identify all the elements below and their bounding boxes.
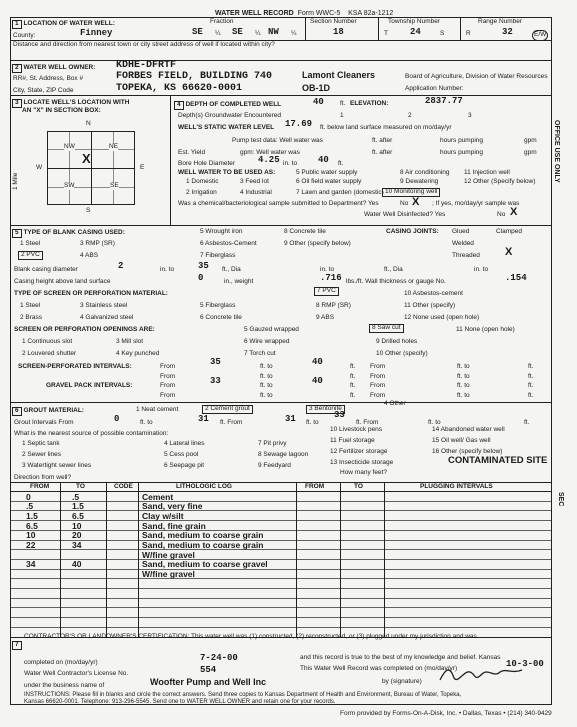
quarter-mark: ¼: [291, 30, 297, 37]
grout1-from: 0: [114, 414, 120, 424]
ft-to: ft. to: [260, 392, 273, 399]
completed-label: completed on (mo/day/yr): [24, 659, 98, 666]
screen-other: 11 Other (specify): [404, 302, 456, 309]
log-header-from: FROM: [30, 483, 50, 490]
ft-dia: ft., Dia: [222, 266, 241, 273]
src-feedyard: 9 Feedyard: [258, 462, 291, 469]
elevation-value: 2837.77: [425, 96, 463, 106]
open-continuous: 1 Continuous slot: [22, 338, 73, 345]
gw-1: 1: [340, 112, 344, 119]
disinfected-label: Water Well Disinfected? Yes: [364, 211, 446, 218]
log-from: 1.5: [26, 510, 38, 521]
township-number: 24: [410, 27, 421, 37]
howmany-label: How many feet?: [340, 469, 387, 476]
owner-city: TOPEKA, KS 66620-0001: [116, 83, 243, 94]
township-prefix: T: [384, 30, 388, 37]
sample-no: No: [400, 200, 409, 207]
src-other: 16 Other (specify below): [432, 448, 503, 455]
gravel-intervals-label: GRAVEL PACK INTERVALS:: [46, 382, 133, 389]
quadrant-sw: SW: [64, 182, 75, 189]
instructions: INSTRUCTIONS: Please fill in blanks and circle the correct answers. Send three copies to Kansas Department of Health and Environment, Bureau of Water, Topeka,: [24, 692, 462, 698]
screen-label: TYPE OF SCREEN OR PERFORATION MATERIAL:: [14, 290, 168, 297]
ft-to: ft. to: [260, 373, 273, 380]
height-label: Casing height above land surface: [14, 278, 111, 285]
section-3-label: 3 LOCATE WELL'S LOCATION WITH: [12, 99, 129, 108]
open-drilled: 9 Drilled holes: [376, 338, 418, 345]
log-row: [20, 521, 540, 531]
sample-no-mark: X: [412, 196, 420, 208]
screen-fiberglass: 5 Fiberglass: [200, 302, 236, 309]
open-none: 11 None (open hole): [456, 326, 515, 333]
log-to: 40: [72, 559, 82, 570]
form-title: WATER WELL RECORD Form WWC-5 KSA 82a-1212: [215, 10, 394, 17]
section-3-label-2: AN "X" IN SECTION BOX:: [22, 107, 101, 114]
src-privy: 7 Pit privy: [258, 440, 287, 447]
plug-header-intervals: PLUGGING INTERVALS: [420, 483, 493, 490]
after-label: ft. after: [372, 149, 393, 156]
compass-n: N: [86, 120, 91, 127]
log-row: [20, 530, 540, 540]
ft-dia: ft., Dia: [384, 266, 403, 273]
height-value: 0: [198, 273, 204, 283]
quarter-2: SE: [232, 27, 243, 37]
grout2-to: 33: [334, 410, 345, 420]
open-key: 4 Key punched: [116, 350, 160, 357]
gravel-from: 33: [210, 376, 221, 386]
county-value: Finney: [80, 28, 113, 38]
log-lithology: Clay w/silt: [142, 510, 184, 521]
log-lithology: Sand, very fine: [142, 501, 203, 512]
depth-value: 40: [313, 97, 324, 107]
log-lithology: Sand, medium to coarse grain: [142, 530, 264, 541]
business-label: under the business name of: [24, 682, 105, 689]
src-fertilizer: 12 Fertilizer storage: [330, 448, 388, 455]
screen-pvc: 7 PVC: [314, 287, 339, 296]
record-date: 10-3-00: [506, 659, 544, 669]
log-row-line: [10, 598, 552, 599]
log-lithology: Sand, fine grain: [142, 520, 206, 531]
log-row-line: [10, 607, 552, 608]
use-8: 8 Air conditioning: [400, 169, 450, 176]
bore-to-value: 40: [318, 155, 329, 165]
screen-galvanized: 4 Galvanized steel: [80, 314, 134, 321]
threaded-mark: X: [505, 246, 513, 258]
log-row: [20, 559, 540, 569]
yield-gpm: gpm: Well water was: [240, 149, 300, 156]
static-tail: ft. below land surface measured on mo/day/yr: [320, 124, 452, 131]
section-1-label: 1 LOCATION OF WATER WELL:: [12, 20, 115, 29]
city-label: City, State, ZIP Code: [13, 87, 74, 94]
completed-date: 7-24-00: [200, 653, 238, 663]
disinfected-no: No: [497, 211, 506, 218]
section-5-label: 5 TYPE OF BLANK CASING USED:: [12, 229, 125, 238]
section-7-label: 7: [12, 641, 22, 650]
casing-steel: 1 Steel: [20, 240, 41, 247]
open-mill: 3 Mill slot: [116, 338, 144, 345]
log-header-to: TO: [76, 483, 85, 490]
pump-label: Pump test data: Well water was: [232, 137, 323, 144]
log-lithology: W/fine gravel: [142, 569, 195, 580]
joint-clamped: Clamped: [496, 228, 523, 235]
sample-tail: ; If yes, mo/day/yr sample was: [432, 200, 520, 207]
use-1: 1 Domestic: [186, 178, 219, 185]
casing-concrete: 8 Concrete tile: [284, 228, 326, 235]
groundwater-label: Depth(s) Groundwater Encountered: [178, 112, 281, 119]
quarter-mark: ¼: [215, 30, 221, 37]
sec-label: SEC: [557, 492, 564, 507]
in-to: in. to: [283, 160, 298, 167]
bore-value: 4.25: [258, 155, 280, 165]
from-label: From: [160, 382, 176, 389]
use-12: 12 Other (Specify below): [464, 178, 536, 185]
use-label: WELL WATER TO BE USED AS:: [178, 169, 276, 176]
cert-text: CONTRACTOR'S OR LANDOWNER'S CERTIFICATION: This water well was (1) constructed, (2) reconstructed, or (3) plugged under my jurisdiction and was: [24, 633, 477, 640]
from-label: From: [160, 363, 176, 370]
log-from: 10: [26, 530, 36, 541]
use-5: 5 Public water supply: [296, 169, 358, 176]
owner-address: FORBES FIELD, BUILDING 740: [116, 71, 273, 82]
src-lateral: 4 Lateral lines: [164, 440, 205, 447]
log-from: 6.5: [26, 520, 38, 531]
from-label: From: [160, 392, 176, 399]
log-row-line: [10, 588, 552, 589]
src-sewer: 2 Sewer lines: [22, 451, 62, 458]
log-to: 6.5: [72, 510, 84, 521]
src-cess: 5 Cess pool: [164, 451, 199, 458]
joint-threaded: Threaded: [452, 252, 480, 259]
joint-welded: Welded: [452, 240, 474, 247]
screen-stainless: 3 Stainless steel: [80, 302, 128, 309]
joint-glued: Glued: [452, 228, 470, 235]
diameter-value: 2: [118, 261, 124, 271]
ft-unit: ft.: [528, 392, 534, 399]
grout1-to: 31: [198, 414, 209, 424]
log-to: .5: [72, 491, 80, 502]
casing-abs: 4 ABS: [80, 252, 99, 259]
board-label: Board of Agriculture, Division of Water Resources: [405, 73, 548, 80]
range-label: Range Number: [478, 18, 523, 25]
ft-to: ft. to: [306, 419, 319, 426]
src-livestock: 10 Livestock pens: [330, 426, 383, 433]
diameter-to: 35: [198, 261, 209, 271]
log-to: 1.5: [72, 501, 84, 512]
wall-value: .154: [505, 273, 527, 283]
screen-asbestos: 10 Asbestos-cement: [404, 290, 463, 297]
plug-header-to: TO: [354, 483, 363, 490]
section-2-label: 2 WATER WELL OWNER:: [12, 64, 95, 73]
true-text: and this record is true to the best of my knowledge and belief. Kansas: [300, 654, 501, 661]
screen-rmp: 8 RMP (SR): [316, 302, 351, 309]
casing-rmp: 3 RMP (SR): [80, 240, 115, 247]
log-row: [20, 569, 540, 579]
log-from: 22: [26, 540, 36, 550]
ft-to: ft. to: [457, 363, 470, 370]
business-name: Woofter Pump and Well Inc: [150, 677, 267, 687]
use-6: 6 Oil field water supply: [296, 178, 362, 185]
gw-2: 2: [408, 112, 412, 119]
log-row: [20, 550, 540, 560]
screen-intervals-label: SCREEN-PERFORATED INTERVALS:: [18, 363, 132, 370]
from-label: From: [370, 382, 386, 389]
ft-to: ft. to: [457, 392, 470, 399]
gpm-label: gpm: [524, 149, 537, 156]
ft-unit: ft.: [528, 363, 534, 370]
form-frame: [10, 17, 552, 705]
log-row-line: [10, 617, 552, 618]
in-to: in. to: [320, 266, 335, 273]
license-number: 554: [200, 665, 217, 675]
plug-header-from: FROM: [305, 483, 325, 490]
grout-neat: 1 Neat cement: [136, 406, 179, 413]
casing-asbestos: 6 Asbestos-Cement: [200, 240, 257, 247]
casing-joints-label: CASING JOINTS:: [386, 228, 439, 235]
disinfected-no-mark: X: [510, 206, 518, 218]
grout-cement: 2 Cement grout: [202, 405, 253, 414]
grout-intervals-label: Grout Intervals From: [14, 419, 74, 426]
county-label: County:: [13, 32, 36, 39]
direction-label: Direction from well?: [14, 474, 72, 481]
log-header-code: CODE: [114, 483, 133, 490]
ft-to: ft. to: [260, 382, 273, 389]
mile-label: 1 Mile: [12, 172, 19, 190]
bore-label: Bore Hole Diameter: [178, 160, 236, 167]
log-row-line: [10, 627, 552, 628]
signature-label: by (signature): [382, 678, 422, 685]
quarter-mark: ¼: [255, 30, 261, 37]
log-lithology: Sand, medium to coarse grain: [142, 540, 264, 550]
src-insecticide: 13 Insecticide storage: [330, 459, 394, 466]
src-watertight: 3 Watertight sewer lines: [22, 462, 92, 469]
well-location-mark: X: [82, 151, 91, 166]
instructions-2: Kansas 66620-0001. Telephone: 913-296-5545. Send one to WATER WELL OWNER and retain one for your records.: [24, 699, 336, 705]
from-label: From: [370, 363, 386, 370]
distance-label: Distance and direction from nearest town or city street address of well if located within city?: [13, 41, 275, 48]
screen-concrete: 6 Concrete tile: [200, 314, 242, 321]
grout2-from: 31: [285, 414, 296, 424]
after-label: ft. after: [372, 137, 393, 144]
from-label: From: [160, 373, 176, 380]
open-louvered: 2 Louvered shutter: [22, 350, 77, 357]
record-label: This Water Well Record was completed on (mo/day/yr): [300, 665, 458, 672]
compass-s: S: [86, 207, 91, 214]
diameter-label: Blank casing diameter: [14, 266, 78, 273]
open-wire: 6 Wire wrapped: [244, 338, 290, 345]
log-lithology: Cement: [142, 491, 174, 502]
township-label: Township Number: [388, 18, 441, 25]
ft-to: ft. to: [260, 363, 273, 370]
range-direction: E/W: [532, 30, 548, 41]
log-row: [20, 501, 540, 511]
quadrant-se: SE: [110, 182, 119, 189]
yield-label: Est. Yield: [178, 149, 206, 156]
hours-label: hours pumping: [440, 137, 483, 144]
contaminated-site: CONTAMINATED SITE: [448, 455, 548, 466]
ft-unit: ft.: [528, 382, 534, 389]
contamination-question: What is the nearest source of possible contamination:: [14, 430, 169, 437]
use-7: 7 Lawn and garden (domestic): [296, 189, 384, 196]
gpm-label: gpm: [524, 137, 537, 144]
ft-to: ft. to: [428, 419, 441, 426]
use-10: 10 Monitoring well: [382, 188, 440, 197]
gw-3: 3: [468, 112, 472, 119]
open-torch: 7 Torch cut: [244, 350, 276, 357]
src-fuel: 11 Fuel storage: [330, 437, 375, 444]
screen-steel: 1 Steel: [20, 302, 41, 309]
compass-e: E: [140, 164, 145, 171]
hours-label: hours pumping: [440, 149, 483, 156]
owner-name: KDHE-DFRTF: [116, 60, 177, 71]
gravel-to: 40: [312, 376, 323, 386]
ft-from: ft. From: [220, 419, 243, 426]
screen-brass: 2 Brass: [20, 314, 43, 321]
casing-fiberglass: 7 Fiberglass: [200, 252, 236, 259]
grout-other: 4 Other: [384, 400, 406, 407]
ft-from: ft. From: [356, 419, 379, 426]
screen-to: 40: [312, 357, 323, 367]
casing-other: 9 Other (specify below): [284, 240, 351, 247]
weight-value: .716: [320, 273, 342, 283]
range-number: 32: [502, 27, 513, 37]
casing-pvc: 2 PVC: [18, 251, 43, 260]
src-septic: 1 Septic tank: [22, 440, 60, 447]
src-oil: 15 Oil well/ Gas well: [432, 437, 491, 444]
in-to: in. to: [160, 266, 175, 273]
project-name: Lamont Cleaners: [302, 70, 376, 80]
footer: Form provided by Forms-On-A-Disk, Inc. • Dallas, Texas • (214) 340-9429: [340, 710, 552, 717]
signature: [436, 662, 526, 686]
ft-unit: ft.: [350, 382, 356, 389]
log-to: 34: [72, 540, 82, 550]
use-4: 4 Industrial: [240, 189, 272, 196]
log-lithology: Sand, medium to coarse gravel: [142, 559, 268, 570]
elevation-label: ELEVATION:: [350, 100, 389, 107]
project-id: OB-1D: [302, 83, 331, 93]
ft-to: ft. to: [140, 419, 153, 426]
township-suffix: S: [440, 30, 445, 37]
ft-unit: ft.: [340, 100, 346, 107]
fraction-label: Fraction: [210, 18, 234, 25]
ft-unit: ft.: [350, 373, 356, 380]
ft-to: ft. to: [457, 382, 470, 389]
log-from: 0: [26, 491, 31, 502]
use-3: 3 Feed lot: [240, 178, 269, 185]
ft-unit: ft.: [528, 373, 534, 380]
grout-bentonite: 3 Bentonite: [306, 405, 345, 414]
log-to: 20: [72, 530, 82, 541]
application-label: Application Number:: [405, 85, 464, 92]
weight-label: in., weight: [224, 278, 254, 285]
ft-unit: ft.: [350, 363, 356, 370]
license-label: Water Well Contractor's License No.: [24, 670, 129, 677]
section-6-label: 6 GROUT MATERIAL:: [12, 407, 84, 416]
depth-label: 4 DEPTH OF COMPLETED WELL: [174, 101, 281, 110]
compass-w: W: [36, 164, 43, 171]
src-lagoon: 8 Sewage lagoon: [258, 451, 309, 458]
screen-abs: 9 ABS: [316, 314, 335, 321]
ft-to: ft. to: [457, 373, 470, 380]
ft-unit: ft.: [338, 160, 344, 167]
log-row: [20, 540, 540, 550]
wall-label: lbs./ft. Wall thickness or gauge No.: [346, 278, 446, 285]
quadrant-ne: NE: [109, 143, 119, 150]
open-saw-cut: 8 Saw cut: [369, 324, 404, 333]
screen-from: 35: [210, 357, 221, 367]
screen-none: 12 None used (open hole): [404, 314, 480, 321]
office-use-label: OFFICE USE ONLY: [553, 120, 560, 183]
quarter-3: NW: [268, 27, 279, 37]
casing-wrought: 5 Wrought iron: [200, 228, 243, 235]
ft-unit: ft.: [350, 392, 356, 399]
open-other: 10 Other (specify): [376, 350, 428, 357]
openings-label: SCREEN OR PERFORATION OPENINGS ARE:: [14, 326, 155, 333]
from-label: From: [370, 392, 386, 399]
section-number: 18: [333, 27, 344, 37]
range-prefix: R: [466, 30, 471, 37]
address-label: RR#, St. Address, Box #: [13, 75, 84, 82]
log-row: [20, 511, 540, 521]
ft-unit: ft.: [524, 419, 530, 426]
static-value: 17.69: [285, 119, 313, 129]
log-from: 34: [26, 559, 36, 570]
use-2: 2 Irrigation: [186, 189, 217, 196]
log-lithology: W/fine gravel: [142, 549, 195, 560]
from-label: From: [370, 373, 386, 380]
src-abandoned: 14 Abandoned water well: [432, 426, 505, 433]
in-to: in. to: [474, 266, 489, 273]
use-9: 9 Dewatering: [400, 178, 439, 185]
sample-question: Was a chemical/bacteriological sample submitted to Department? Yes: [178, 200, 379, 207]
section-number-label: Section Number: [310, 18, 357, 25]
log-row: [20, 492, 540, 502]
log-to: 10: [72, 520, 82, 531]
log-header-litho: LITHOLOGIC LOG: [176, 483, 232, 490]
src-seepage: 6 Seepage pit: [164, 462, 205, 469]
open-gauzed: 5 Gauzed wrapped: [244, 326, 299, 333]
quadrant-nw: NW: [64, 143, 75, 150]
quarter-1: SE: [192, 27, 203, 37]
use-11: 11 Injection well: [464, 169, 510, 176]
log-from: .5: [26, 501, 34, 512]
static-label: WELL'S STATIC WATER LEVEL: [178, 124, 275, 131]
